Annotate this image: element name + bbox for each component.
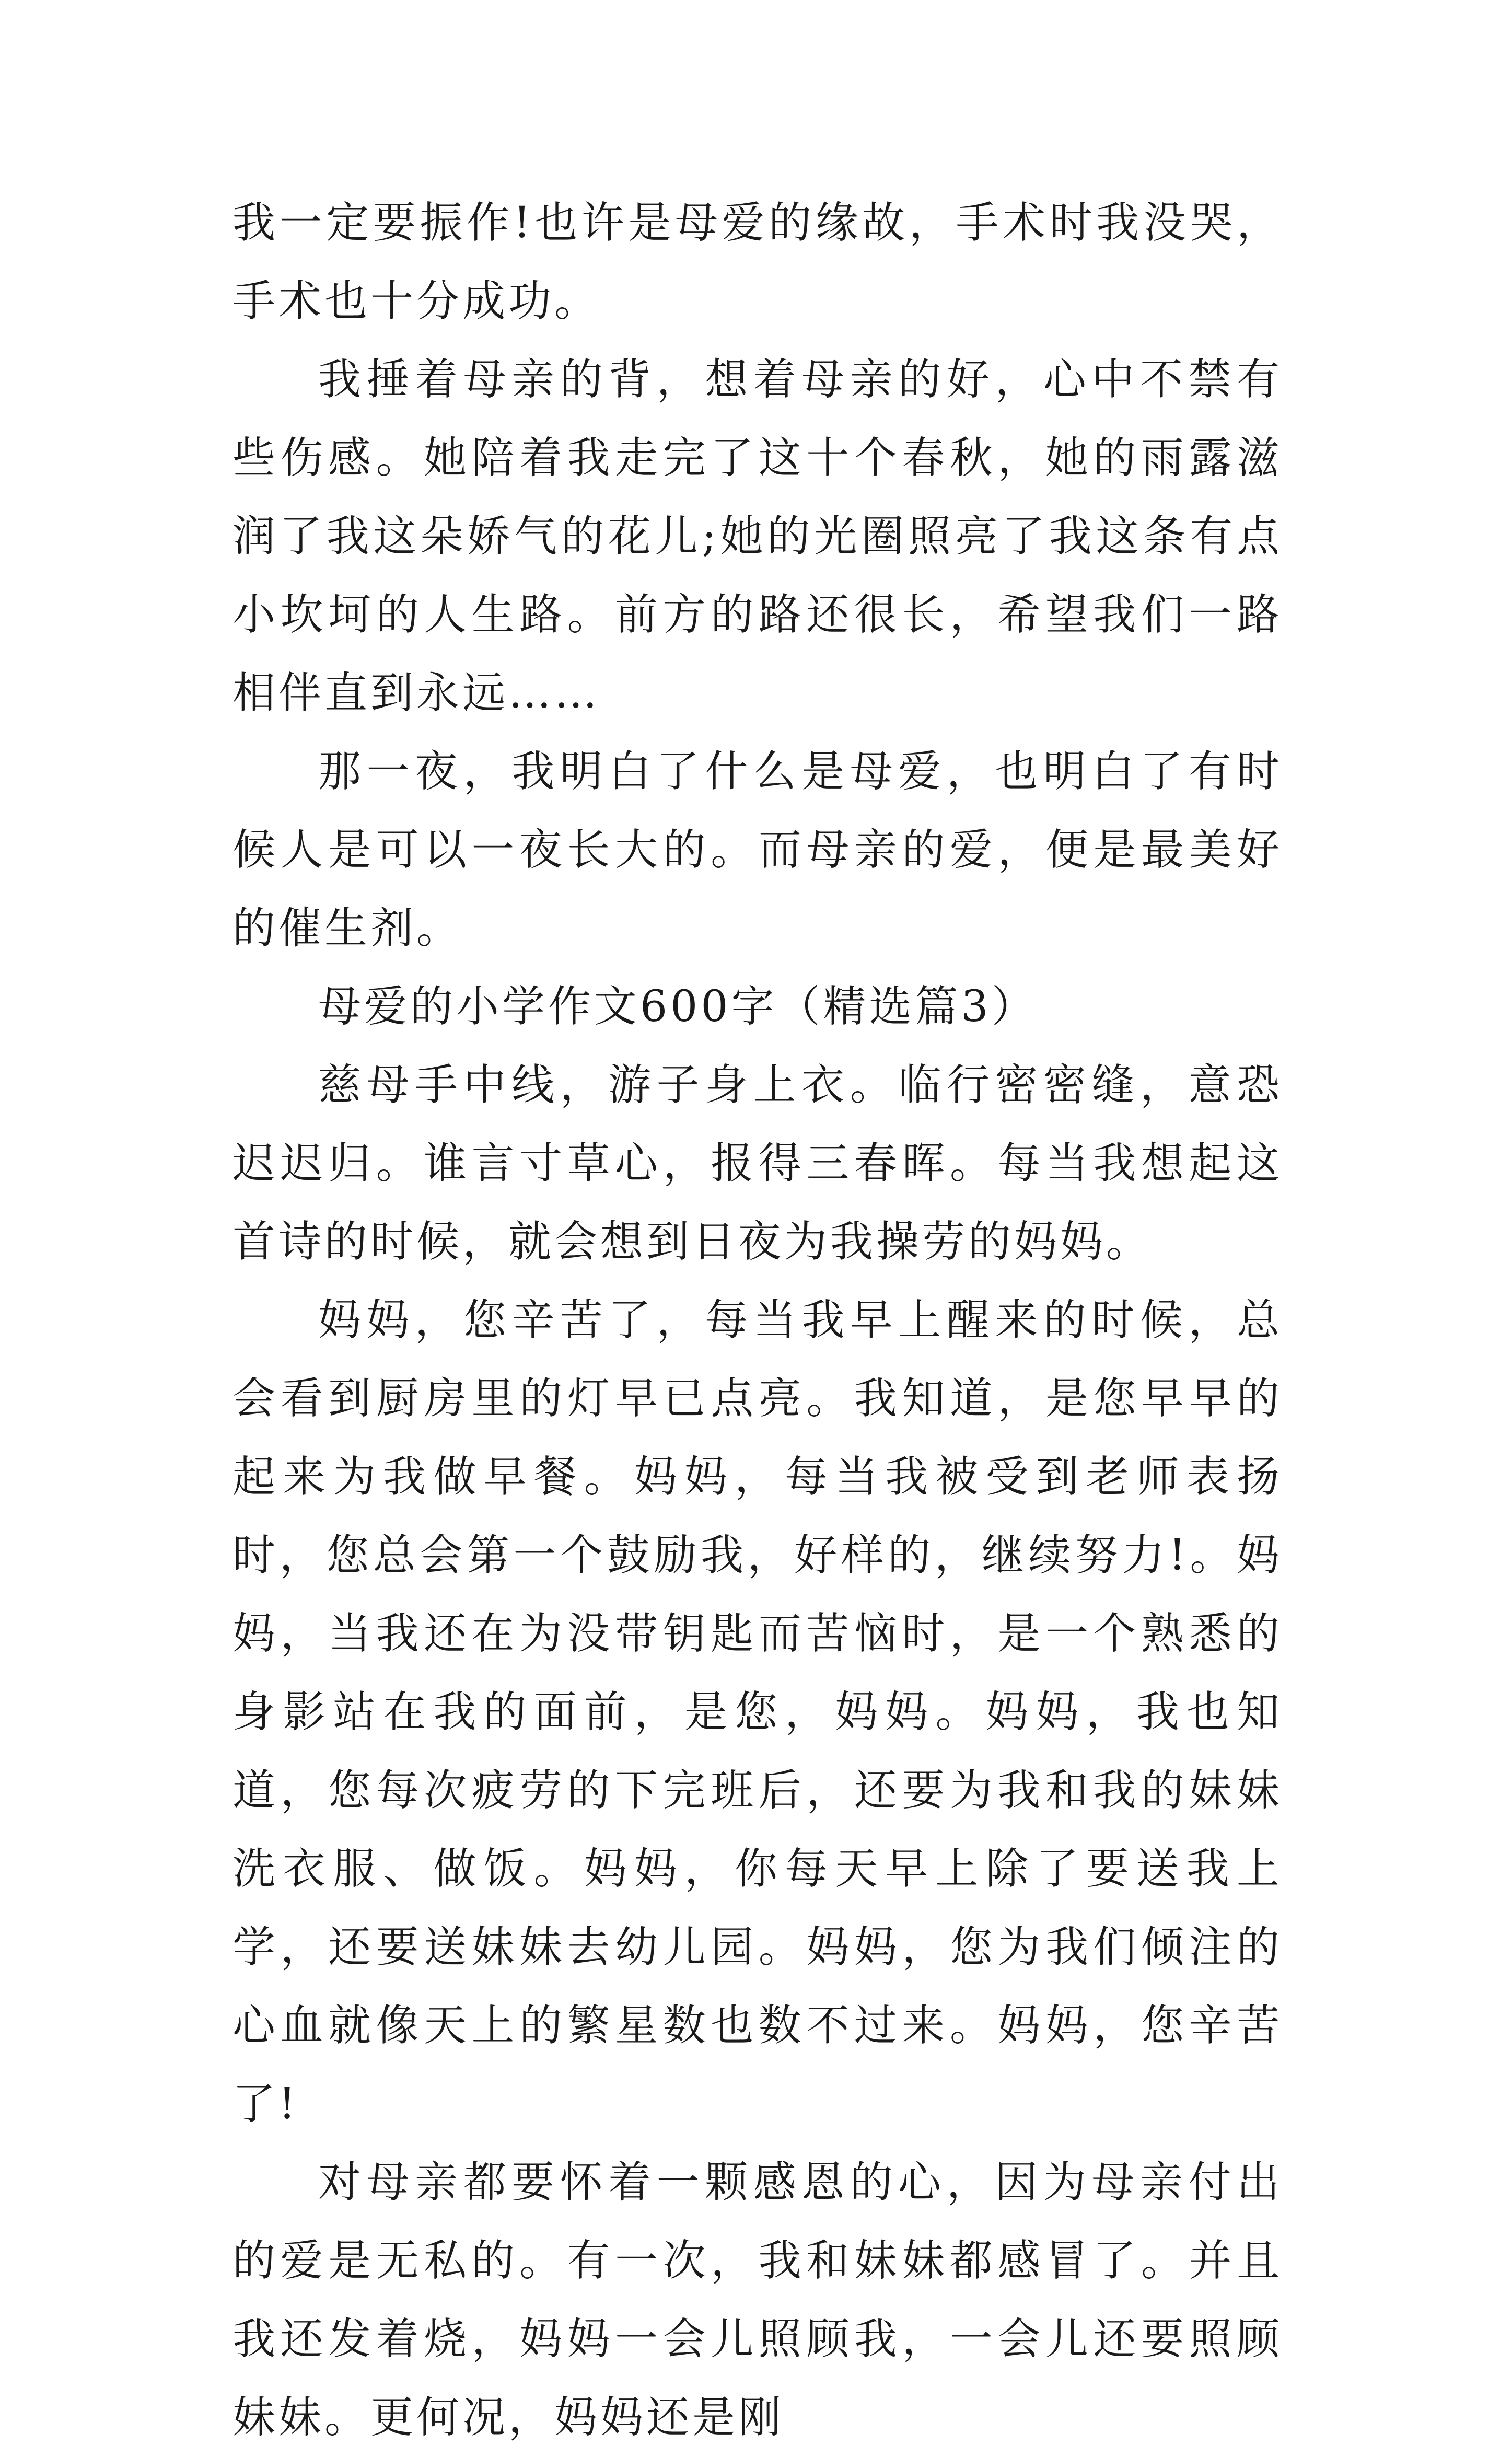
paragraph-mother-back: 我捶着母亲的背，想着母亲的好，心中不禁有些伤感。她陪着我走完了这十个春秋，她的雨露滋润了我这朵娇气的花儿;她的光圈照亮了我这条有点小坎坷的人生路。前方的路还很长，希望我们一路相伴直到永远…… xyxy=(232,355,1283,718)
paragraph-gratitude: 对母亲都要怀着一颗感恩的心，因为母亲付出的爱是无私的。有一次，我和妹妹都感冒了。并且我还发着烧，妈妈一会儿照顾我，一会儿还要照顾妹妹。更何况，妈妈还是刚 xyxy=(232,2158,1283,2442)
section-heading: 母爱的小学作文600字（精选篇3） xyxy=(318,982,1038,1032)
document-body xyxy=(232,184,1283,2457)
paragraph-poem: 慈母手中线，游子身上衣。临行密密缝，意恐迟迟归。谁言寸草心，报得三春晖。每当我想起这首诗的时候，就会想到日夜为我操劳的妈妈。 xyxy=(232,1060,1283,1267)
paragraph-mom-hard-work: 妈妈，您辛苦了，每当我早上醒来的时候，总会看到厨房里的灯早已点亮。我知道，是您早早的起来为我做早餐。妈妈，每当我被受到老师表扬时，您总会第一个鼓励我，好样的，继续努力!。妈妈，当我还在为没带钥匙而苦恼时，是一个熟悉的身影站在我的面前，是您，妈妈。妈妈，我也知道，您每次疲劳的下完班后，还要为我和我的妹妹洗衣服、做饭。妈妈，你每天早上除了要送我上学，还要送妹妹去幼儿园。妈妈，您为我们倾注的心血就像天上的繁星数也数不过来。妈妈，您辛苦了! xyxy=(232,1295,1283,2129)
paragraph-that-night: 那一夜，我明白了什么是母爱，也明白了有时候人是可以一夜长大的。而母亲的爱，便是最美好的催生剂。 xyxy=(232,747,1283,953)
paragraph-continued: 我一定要振作!也许是母爱的缘故，手术时我没哭，手术也十分成功。 xyxy=(232,198,1283,326)
